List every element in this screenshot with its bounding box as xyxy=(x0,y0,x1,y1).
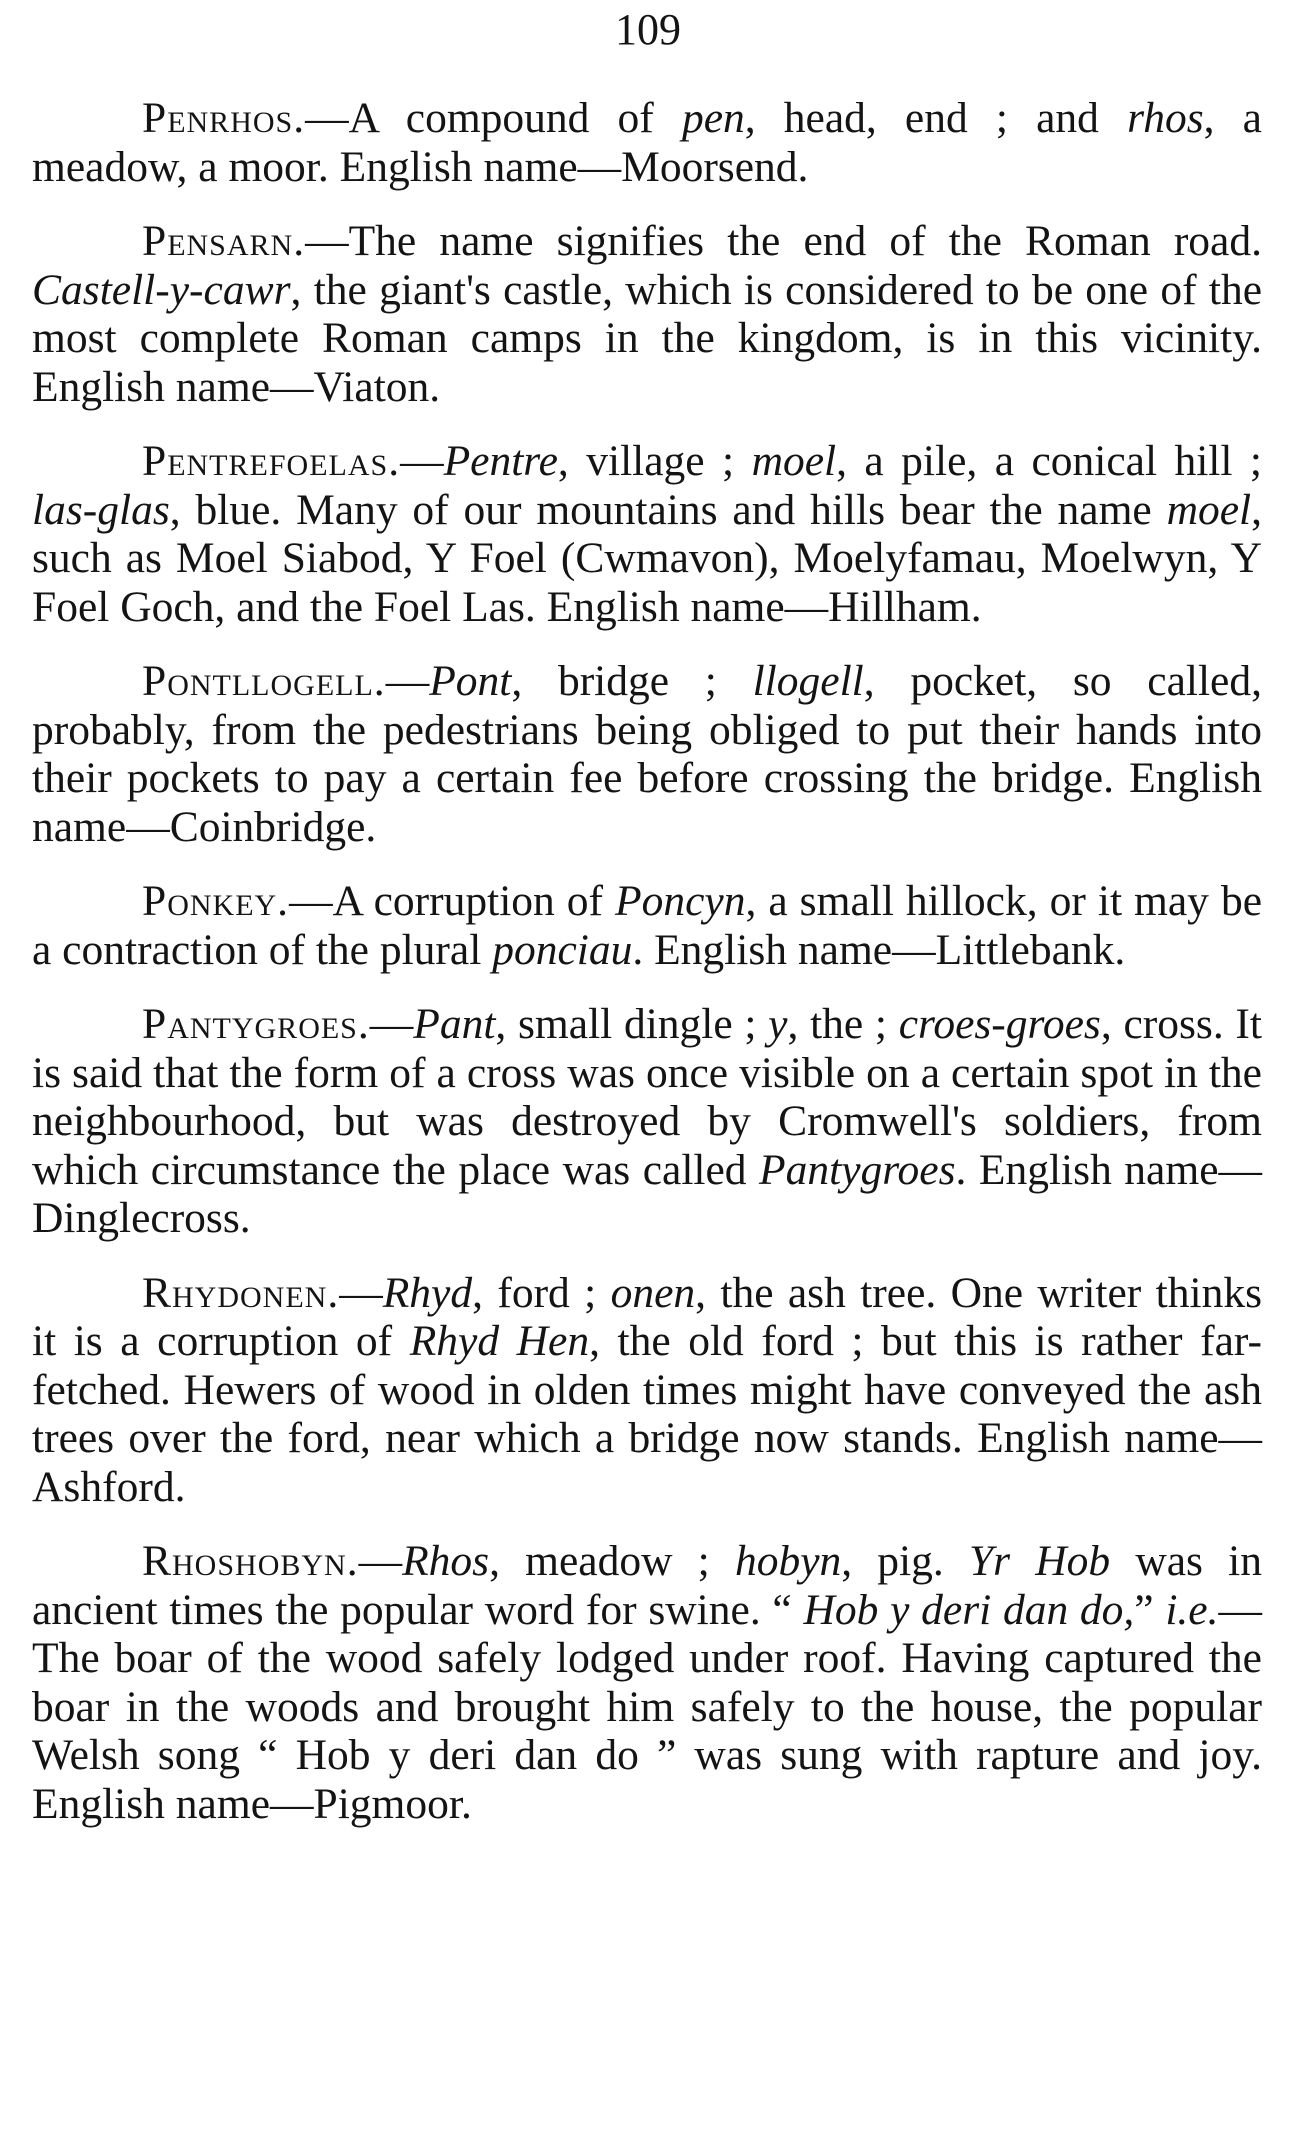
italic-term: Rhyd xyxy=(382,1268,473,1317)
italic-term: hobyn xyxy=(734,1537,842,1585)
entry xyxy=(32,437,1262,631)
entry-headword: Penrhos. xyxy=(142,94,306,142)
entry-text: . English name—Dinglecross. xyxy=(32,1145,1262,1242)
italic-term: Rhos xyxy=(402,1537,490,1585)
entry-text: , pocket, so called, probably, from the pedestrians being obliged to put their hands into their pockets to pay a certain fee before crossing the bridge. English name—Coinbridge. xyxy=(32,657,1262,851)
entry-text: . English name—Littlebank. xyxy=(632,925,1126,974)
entry xyxy=(32,1000,1262,1243)
entry-headword: Pensarn. xyxy=(142,217,306,265)
italic-term: moel xyxy=(1166,485,1252,534)
italic-term: las-glas xyxy=(32,485,170,534)
italic-term: Pantygroes xyxy=(759,1145,956,1194)
entry xyxy=(32,1537,1262,1828)
entry-text: , bridge ; xyxy=(511,657,753,705)
entry-text: , the old ford ; but this is rather far-fetched. Hewers of wood in olden times might have conveyed the ash trees over the ford, near which a bridge now stands. English name—Ashford. xyxy=(32,1317,1262,1511)
entry-text: —A corruption of xyxy=(289,877,616,925)
entry-text: , a meadow, a moor. English name—Moorsend. xyxy=(32,94,1262,191)
entry-text: — xyxy=(358,1537,403,1585)
italic-term: llogell xyxy=(752,657,864,705)
entry-list xyxy=(32,94,1262,1828)
entry xyxy=(32,94,1262,191)
entry-text: , village ; xyxy=(557,437,752,485)
entry xyxy=(32,877,1262,974)
entry-text: —The boar of the wood safely lodged under roof. Having captured the boar in the woods and brought him safely to the house, the popular Welsh song “ Hob y deri dan do ” was sung with rapture and joy. English name—Pigmoor. xyxy=(32,1585,1262,1828)
entry-text: — xyxy=(339,1268,383,1317)
entry-headword: Pontllogell. xyxy=(142,657,386,705)
entry-text: , the giant's castle, which is considered to be one of the most complete Roman camps in the kingdom, is in this vicinity. English name—Viaton. xyxy=(32,265,1262,411)
entry-text: —A compound of xyxy=(305,94,682,142)
entry-text: , a small hillock, or it may be a contraction of the plural xyxy=(32,877,1263,974)
entry xyxy=(32,657,1262,851)
italic-term: croes-groes xyxy=(898,1000,1101,1048)
entry-text: , such as Moel Siabod, Y Foel (Cwmavon), Moelyfamau, Moelwyn, Y Foel Goch, and the Foel Las. English name—Hillham. xyxy=(32,485,1262,631)
entry-text: — xyxy=(400,437,444,485)
entry-text: , pig. xyxy=(841,1537,969,1585)
entry-text: — xyxy=(385,657,430,705)
italic-term: onen xyxy=(610,1268,696,1317)
entry xyxy=(32,1269,1262,1512)
italic-term: moel xyxy=(751,437,837,485)
book-page xyxy=(32,0,1262,1854)
entry-text: , blue. Many of our mountains and hills bear the name xyxy=(169,485,1167,534)
entry-text: , ford ; xyxy=(472,1268,611,1317)
italic-term: y xyxy=(768,1000,788,1048)
entry-text: , meadow ; xyxy=(489,1537,735,1585)
italic-term: pen xyxy=(681,94,745,142)
entry-text: , a pile, a conical hill ; xyxy=(836,437,1262,485)
entry-text: , the ash tree. One writer thinks it is a corruption of xyxy=(32,1268,1262,1365)
italic-term: Hob y deri dan do, xyxy=(803,1585,1135,1634)
entry-headword: Pantygroes. xyxy=(142,1000,370,1048)
italic-term: rhos xyxy=(1127,94,1204,142)
entry-text: was in ancient times the popular word for swine. “ xyxy=(32,1537,1262,1634)
page-number: 109 xyxy=(615,5,681,54)
italic-term: i.e. xyxy=(1165,1585,1219,1634)
entry-text: , head, end ; and xyxy=(744,94,1128,142)
entry-headword: Rhydonen. xyxy=(142,1268,340,1317)
italic-term: Poncyn xyxy=(615,877,746,925)
entry xyxy=(32,217,1262,411)
italic-term: Pentre xyxy=(443,437,558,485)
entry-headword: Rhoshobyn. xyxy=(142,1537,359,1585)
entry-text: — xyxy=(369,1000,414,1048)
entry-text: ” xyxy=(1134,1585,1166,1634)
entry-text: —The name signifies the end of the Roman road. xyxy=(305,217,1262,265)
italic-term: Rhyd Hen xyxy=(409,1317,590,1365)
italic-term: ponciau xyxy=(492,925,633,974)
entry-headword: Pentrefoelas. xyxy=(142,437,401,485)
entry-text: , the ; xyxy=(787,1000,899,1048)
italic-term: Yr Hob xyxy=(968,1537,1111,1585)
italic-term: Pant xyxy=(413,1000,496,1048)
italic-term: Castell-y-cawr xyxy=(32,265,291,314)
entry-headword: Ponkey. xyxy=(142,877,290,925)
entry-text: , small dingle ; xyxy=(495,1000,769,1048)
entry-text: , cross. It is said that the form of a cross was once visible on a certain spot in the neighbourhood, but was destroyed by Cromwell's soldiers, from which circumstance the place was called xyxy=(32,1000,1262,1194)
italic-term: Pont xyxy=(429,657,512,705)
